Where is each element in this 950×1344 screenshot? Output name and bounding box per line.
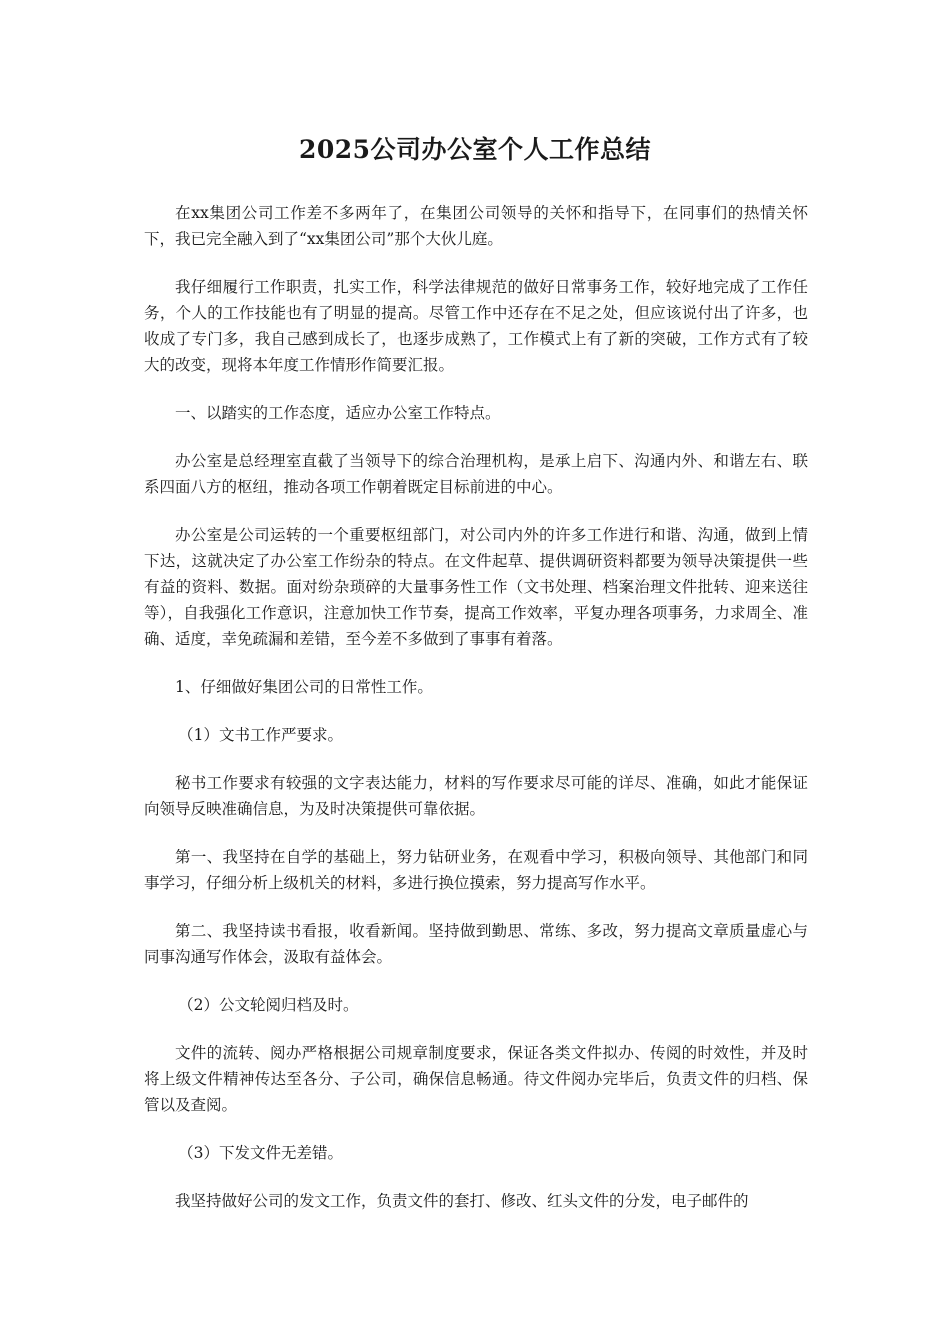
- paragraph-office-hub: 办公室是公司运转的一个重要枢纽部门，对公司内外的许多工作进行和谐、沟通，做到上情下达，这就决定了办公室工作纷杂的特点。在文件起草、提供调研资料都要为领导决策提供一些有益的资料、数据。面对纷杂琐碎的大量事务性工作（文书处理、档案治理文件批转、迎来送往等），自我强化工作意识，注意加快工作节奏，提高工作效率，平复办理各项事务，力求周全、准确、适度，幸免疏漏和差错，至今差不多做到了事事有着落。: [144, 526, 808, 648]
- paragraph-dispatch-work: 我坚持做好公司的发文工作，负责文件的套打、修改、红头文件的分发，电子邮件的: [175, 1192, 749, 1210]
- paragraph-document-flow: 文件的流转、阅办严格根据公司规章制度要求，保证各类文件拟办、传阅的时效性，并及时将上级文件精神传达至各分、子公司，确保信息畅通。待文件阅办完毕后，负责文件的归档、保管以及查阅。: [144, 1044, 808, 1114]
- paragraph-intro: 在xx集团公司工作差不多两年了，在集团公司领导的关怀和指导下，在同事们的热情关怀下，我已完全融入到了“xx集团公司”那个大伙儿庭。: [144, 204, 808, 248]
- item-heading-2: （2）公文轮阅归档及时。: [178, 996, 359, 1014]
- paragraph-summary: 我仔细履行工作职责，扎实工作，科学法律规范的做好日常事务工作，较好地完成了工作任务，个人的工作技能也有了明显的提高。尽管工作中还存在不足之处，但应该说付出了许多，也收成了专门多，我自己感到成长了，也逐步成熟了，工作模式上有了新的突破，工作方式有了较大的改变，现将本年度工作情形作简要汇报。: [144, 278, 808, 374]
- paragraph-office-role: 办公室是总经理室直截了当领导下的综合治理机构，是承上启下、沟通内外、和谐左右、联系四面八方的枢纽，推动各项工作朝着既定目标前进的中心。: [144, 452, 808, 496]
- item-heading-3: （3）下发文件无差错。: [178, 1144, 343, 1162]
- document-body: [144, 200, 808, 1236]
- paragraph-first-point: 第一、我坚持在自学的基础上，努力钻研业务，在观看中学习，积极向领导、其他部门和同事学习，仔细分析上级机关的材料，多进行换位摸索，努力提高写作水平。: [144, 848, 808, 892]
- paragraph-secretary-work: 秘书工作要求有较强的文字表达能力，材料的写作要求尽可能的详尽、准确，如此才能保证向领导反映准确信息，为及时决策提供可靠依据。: [144, 774, 808, 818]
- item-heading-1: （1）文书工作严要求。: [178, 726, 343, 744]
- section-heading-1: 一、以踏实的工作态度，适应办公室工作特点。: [175, 404, 501, 422]
- paragraph-second-point: 第二、我坚持读书看报，收看新闻。坚持做到勤思、常练、多改，努力提高文章质量虚心与同事沟通写作体会，汲取有益体会。: [144, 922, 808, 966]
- document-title: 2025公司办公室个人工作总结: [298, 135, 652, 164]
- subsection-heading-1: 1、仔细做好集团公司的日常性工作。: [175, 678, 433, 696]
